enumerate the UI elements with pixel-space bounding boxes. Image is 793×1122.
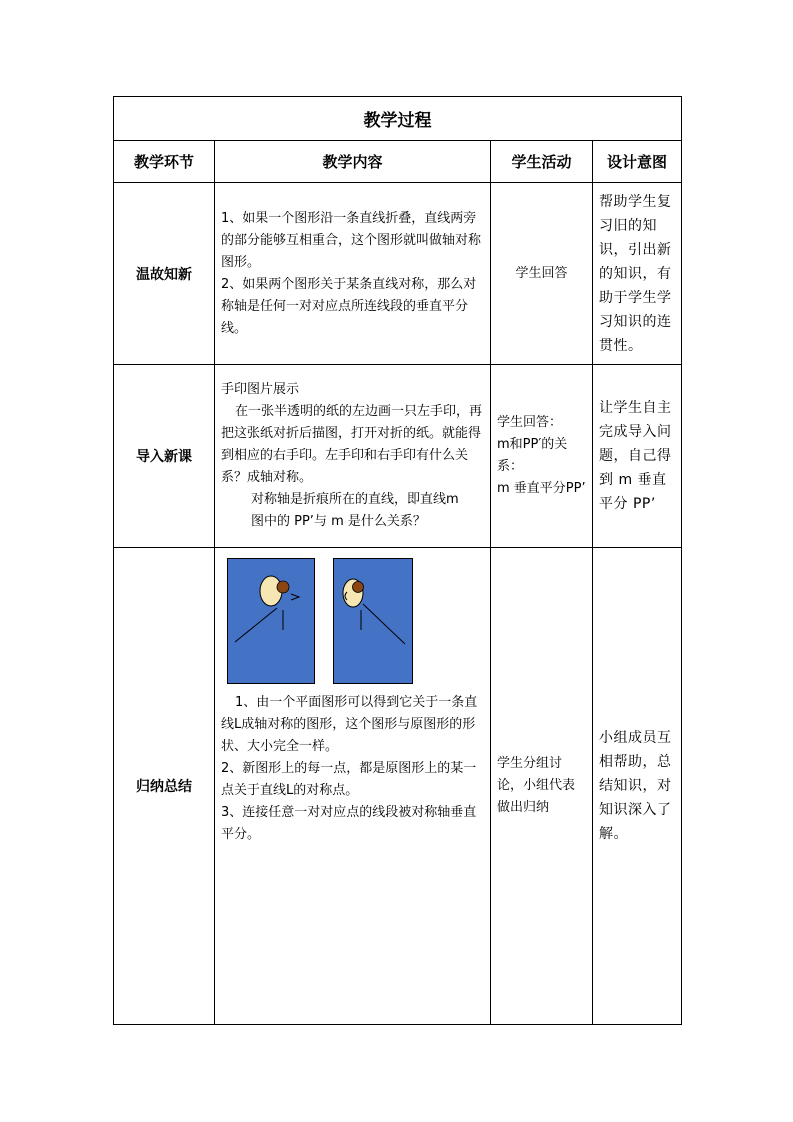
content-line: 对称轴是折痕所在的直线，即直线m <box>251 492 459 507</box>
table-row <box>114 365 682 548</box>
header-content: 教学内容 <box>215 141 491 183</box>
header-stage: 教学环节 <box>114 141 215 183</box>
content-intro <box>215 365 491 548</box>
content-line: 2、如果两个图形关于某条直线对称，那么对称轴是任何一对对应点所连线段的垂直平分线。 <box>221 276 477 336</box>
header-activity: 学生活动 <box>491 141 593 183</box>
handprint-pictures <box>221 548 484 692</box>
activity-line: m 垂直平分PP’ <box>497 481 586 496</box>
content-line: 1、如果一个图形沿一条直线折叠，直线两旁的部分能够互相重合，这个图形就叫做轴对称图形。 <box>221 210 482 270</box>
activity-line: m和PP′的关系： <box>497 437 568 474</box>
content-line: 手印图片展示 <box>221 382 300 397</box>
table-title: 教学过程 <box>114 97 682 141</box>
header-intent: 设计意图 <box>593 141 682 183</box>
right-handprint-image <box>333 558 413 684</box>
content-line: 2、新图形上的每一点，都是原图形上的某一点关于直线L的对称点。 <box>221 761 477 798</box>
teaching-process-table <box>113 96 682 1025</box>
title-row <box>114 97 682 141</box>
content-summary <box>215 548 491 1025</box>
table-row <box>114 548 682 1025</box>
content-line: 3、连接任意一对对应点的线段被对称轴垂直平分。 <box>221 805 477 842</box>
content-line: 图中的 PP’与 m 是什么关系？ <box>251 514 426 529</box>
activity-line: 学生回答： <box>497 415 563 430</box>
activity-summary: 学生分组讨论，小组代表做出归纳 <box>491 548 593 1025</box>
intent-intro: 让学生自主完成导入问题，自己得到 m 垂直平分 PP’ <box>593 365 682 548</box>
activity-intro <box>491 365 593 548</box>
content-review <box>215 183 491 365</box>
left-handprint-image <box>227 558 315 684</box>
header-row <box>114 141 682 183</box>
content-line: 1、由一个平面图形可以得到它关于一条直线L成轴对称的图形，这个图形与原图形的形状、大小完全一样。 <box>221 695 478 754</box>
table-row <box>114 183 682 365</box>
stage-intro: 导入新课 <box>114 365 215 548</box>
stage-review: 温故知新 <box>114 183 215 365</box>
content-line: 在一张半透明的纸的左边画一只左手印，再把这张纸对折后描图，打开对折的纸。就能得到相应的右手印。左手印和右手印有什么关系？成轴对称。 <box>221 404 483 485</box>
intent-review: 帮助学生复习旧的知识，引出新的知识，有助于学生学习知识的连贯性。 <box>593 183 682 365</box>
stage-summary: 归纳总结 <box>114 548 215 1025</box>
intent-summary: 小组成员互相帮助，总结知识，对知识深入了解。 <box>593 548 682 1025</box>
activity-review: 学生回答 <box>491 183 593 365</box>
